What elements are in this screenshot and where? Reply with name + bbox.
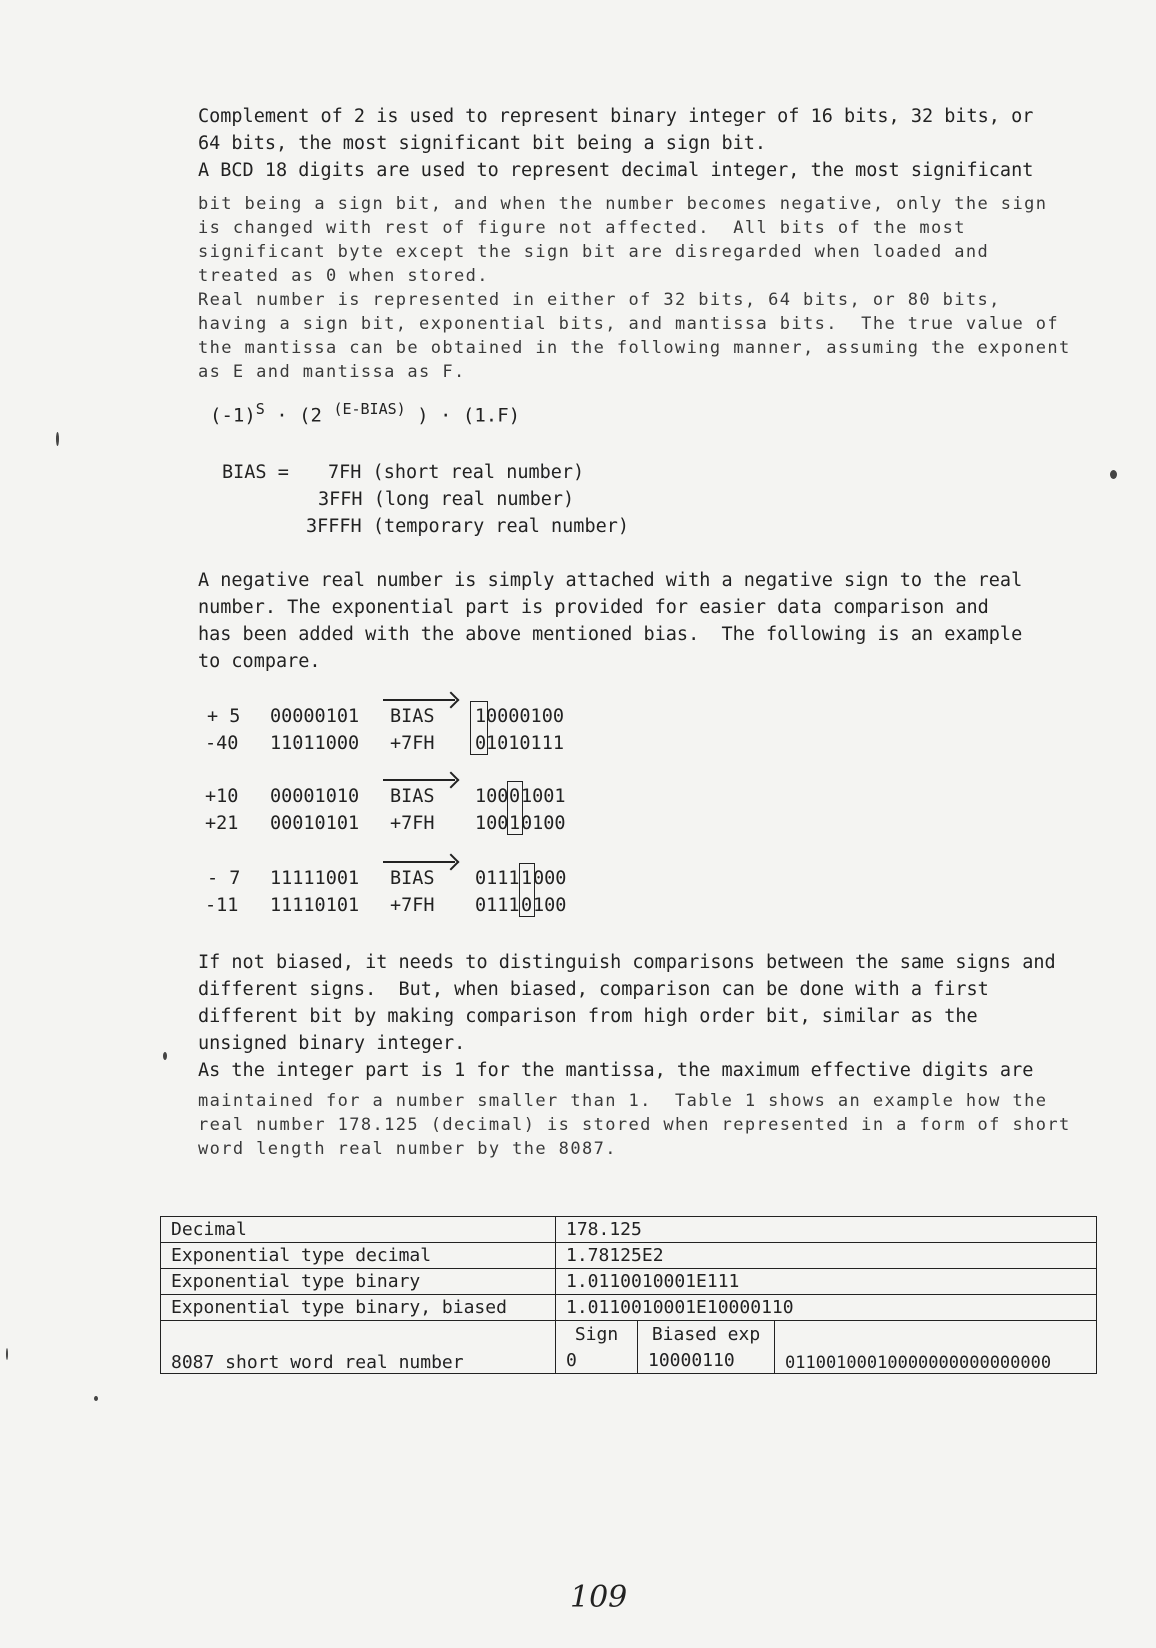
table-label-cell: 8087 short word real number [161,1321,556,1374]
example-result-bit: 1 [509,813,521,834]
example-result-prefix: 1 [475,706,487,727]
bias-value: 3FFH (long real number) [318,489,575,510]
example-row [205,783,566,810]
example-row [205,865,567,892]
example-binary: 11011000 [270,733,360,754]
example-number: -11 [205,895,239,916]
example-binary: 11111001 [270,868,360,889]
text-line: A BCD 18 digits are used to represent decimal integer, the most significant [198,160,1034,181]
text-line: the mantissa can be obtained in the following manner, assuming the exponent [198,338,1071,358]
table-row [161,1243,1097,1269]
example-result-bit: 0 [509,786,521,807]
example-binary: 11110101 [270,895,360,916]
example-row [205,892,567,919]
example-result-prefix: 0111 [475,868,520,889]
table-label-cell: Exponential type decimal [161,1243,556,1269]
text-line: unsigned binary integer. [198,1033,466,1054]
table-value-cell: 1.0110010001E10000110 [556,1295,1097,1321]
example-number: +21 [205,813,239,834]
sign-header: Sign [556,1321,638,1348]
text-line: is changed with rest of figure not affected. All bits of the most [198,218,966,238]
example-operation: BIAS [390,706,435,727]
text-line: number. The exponential part is provided for easier data comparison and [198,597,989,618]
example-result-prefix: 0 [475,733,487,754]
example-operation: BIAS [390,786,435,807]
table-intro-paragraph [198,1089,1098,1161]
example-result-suffix: 1010111 [486,733,564,754]
mantissa-cell: 01100100010000000000000000 [775,1321,1097,1374]
table-label-cell: Exponential type binary, biased [161,1295,556,1321]
text-line: maintained for a number smaller than 1. Table 1 shows an example how the [198,1091,1048,1111]
table-label-cell: Exponential type binary [161,1269,556,1295]
table-row [161,1269,1097,1295]
bias-value: 7FH (short real number) [328,462,585,483]
text-line: treated as 0 when stored. [198,266,489,286]
example-result-suffix: 0000100 [486,706,564,727]
text-line: bit being a sign bit, and when the number becomes negative, only the sign [198,194,1048,214]
real-number-table [160,1216,1097,1374]
table-value-cell: 178.125 [556,1217,1097,1243]
example-operation: +7FH [390,733,435,754]
scan-mark [163,1052,167,1060]
intro-paragraph [198,103,1098,184]
text-line: having a sign bit, exponential bits, and mantissa bits. The true value of [198,314,1059,334]
mantissa-formula: $(-1)^S \cdot (2$ $^{(E-BIAS)}$ ) · (1.F) [210,400,521,427]
sign-value: 0 [556,1347,638,1374]
example-row [205,810,566,837]
bcd-paragraph [198,192,1098,384]
example-binary: 00010101 [270,813,360,834]
text-line: as E and mantissa as F. [198,362,466,382]
scan-mark [56,432,59,446]
example-result-suffix: 000 [533,868,567,889]
table-value-cell: 1.0110010001E111 [556,1269,1097,1295]
bias-arrow [383,779,455,781]
text-line: Complement of 2 is used to represent binary integer of 16 bits, 32 bits, or [198,106,1034,127]
example-operation: +7FH [390,895,435,916]
example-number: -40 [205,733,239,754]
example-number: - 7 [207,868,241,889]
example-result-suffix: 1001 [521,786,566,807]
example-operation: +7FH [390,813,435,834]
text-line: word length real number by the 8087. [198,1139,617,1159]
page-number: 109 [570,1580,628,1615]
text-line: to compare. [198,651,321,672]
biased-paragraph [198,949,1098,1084]
scan-mark [1110,470,1117,479]
text-line: significant byte except the sign bit are disregarded when loaded and [198,242,990,262]
bias-arrow [383,699,455,701]
text-line: A negative real number is simply attached with a negative sign to the real [198,570,1023,591]
example-row [205,730,564,757]
example-result-prefix: 100 [475,786,509,807]
example-row [205,703,564,730]
example-binary: 00001010 [270,786,360,807]
text-line: If not biased, it needs to distinguish comparisons between the same signs and [198,952,1056,973]
table-value-cell: 1.78125E2 [556,1243,1097,1269]
example-binary: 00000101 [270,706,360,727]
highlight-box [470,701,488,755]
example-number: +10 [205,786,239,807]
table-label-cell: Decimal [161,1217,556,1243]
example-result-prefix: 100 [475,813,509,834]
example-result-bit: 0 [521,895,533,916]
text-line: real number 178.125 (decimal) is stored when represented in a form of short [198,1115,1071,1135]
example-result-bit: 1 [521,868,533,889]
text-line: 64 bits, the most significant bit being a sign bit. [198,133,767,154]
text-line: different bit by making comparison from high order bit, similar as the [198,1006,978,1027]
scan-mark [94,1396,98,1401]
example-operation: BIAS [390,868,435,889]
table-row [161,1321,1097,1348]
highlight-box [519,863,535,917]
highlight-box [507,781,523,835]
table-row [161,1295,1097,1321]
negative-paragraph [198,567,1098,675]
text-line: Real number is represented in either of 32 bits, 64 bits, or 80 bits, [198,290,1001,310]
bias-value: 3FFFH (temporary real number) [306,516,630,537]
text-line: has been added with the above mentioned bias. The following is an example [198,624,1023,645]
text-line: As the integer part is 1 for the mantissa, the maximum effective digits are [198,1060,1034,1081]
example-result-suffix: 0100 [521,813,566,834]
biased-exp-header: Biased exp [638,1321,775,1348]
bias-arrow [383,861,455,863]
text-line: different signs. But, when biased, comparison can be done with a first [198,979,989,1000]
bias-label: BIAS = [222,462,289,483]
example-group [205,865,567,919]
example-group [205,703,564,757]
example-result-prefix: 0111 [475,895,520,916]
biased-exp-value: 10000110 [638,1347,775,1374]
example-result-suffix: 100 [533,895,567,916]
table-row [161,1217,1097,1243]
scan-mark [6,1348,8,1360]
example-group [205,783,566,837]
example-number: + 5 [207,706,241,727]
